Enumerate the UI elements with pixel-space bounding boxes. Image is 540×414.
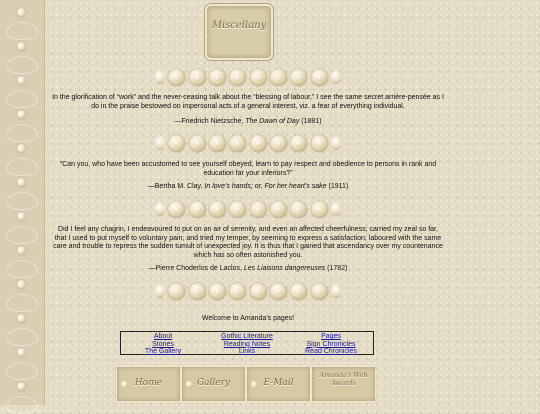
nav-column (289, 333, 373, 356)
quote-attribution (52, 183, 444, 190)
quote-attribution (52, 118, 444, 125)
quote-work: Les Liaisons dangereuses (243, 265, 326, 272)
pearl-ornament (270, 135, 287, 152)
quote-year: (1782) (325, 265, 348, 272)
quote-author: —Pierre Choderlos de Laclos, (148, 265, 244, 272)
quote-author: —Friedrich Nietzsche, (174, 118, 246, 125)
nav-column (205, 333, 289, 356)
pearl-ornament (155, 202, 165, 216)
pearl-ornament (168, 135, 185, 152)
pearl-ornament (17, 314, 26, 323)
gallery-button-label: Gallery (196, 378, 231, 388)
pearl-ornament (17, 76, 26, 85)
pearl-ornament (155, 70, 165, 84)
quote-attribution (52, 265, 444, 272)
pearl-ornament (250, 283, 267, 300)
site-nav-table (120, 331, 374, 355)
pearl-ornament (290, 69, 307, 86)
swirl-ornament (6, 328, 38, 346)
pearl-ornament (250, 135, 267, 152)
pearl-ornament (229, 135, 246, 152)
pearl-ornament (311, 69, 328, 86)
footer-button-bar (116, 366, 378, 402)
email-button-label: E-Mail (263, 378, 294, 388)
swirl-ornament (6, 22, 38, 40)
pearl-ornament (270, 69, 287, 86)
swirl-ornament (6, 56, 38, 74)
pearl-ornament (189, 69, 206, 86)
pearl-ornament (17, 382, 26, 391)
pearl-ornament (290, 283, 307, 300)
pearl-ornament (189, 135, 206, 152)
nav-link-read-chronicles[interactable]: Read Chronicles (305, 348, 357, 356)
pearl-ornament (155, 136, 165, 150)
pearl-ornament (17, 212, 26, 221)
pearl-ornament (229, 283, 246, 300)
pearl-ornament (331, 202, 341, 216)
home-button-label: Home (134, 378, 163, 388)
pearl-ornament (17, 8, 26, 17)
swirl-ornament (6, 124, 38, 142)
pearl-ornament (270, 201, 287, 218)
quote-text: Did I feel any chagrin, I endeavoured to put on an air of serenity, and even an affected cheerfulness; carried my zeal so far, that I used to put myself to voluntary pain; and tried my temper, by seeming to express a satisfaction; laboured with the same care and trouble to repress the sudden tumult of unexpected joy. It is thus that I gained that ascendancy over my countenance which has so often astonished you. (53, 226, 443, 259)
web-awards-button[interactable] (311, 366, 376, 402)
quote-work: In love's hands; or, For her heart's sake (204, 183, 327, 190)
pearl-ornament (209, 69, 226, 86)
quote-author: —Bertha M. Clay, (147, 183, 205, 190)
swirl-ornament (6, 294, 38, 312)
quote-text: In the glorification of “work” and the never-ceasing talk about the “blessing of labour,” I see the same secret arrière-pensée as I do in the praise bestowed on impersonal acts of a general interest, viz. a fear of everything individual. (52, 94, 444, 110)
swirl-ornament (6, 362, 38, 380)
nav-link-pages[interactable]: Pages (321, 333, 341, 340)
quote-year: (1911) (326, 183, 349, 190)
pearl-ornament (17, 144, 26, 153)
pearl-ornament (209, 201, 226, 218)
pearl-ornament (229, 69, 246, 86)
gallery-button[interactable] (181, 366, 246, 402)
page-title-plaque (205, 4, 273, 60)
pearl-ornament (331, 136, 341, 150)
nav-link-reading-notes[interactable]: Reading Notes (223, 340, 271, 348)
pearl-ornament (17, 280, 26, 289)
pearl-ornament (250, 201, 267, 218)
quote-text: “Can you, who have been accustomed to see yourself obeyed, learn to pay respect and obedience to persons in rank and education far your inferiors?” (59, 161, 437, 177)
pearl-ornament (17, 110, 26, 119)
swirl-ornament (6, 90, 38, 108)
nav-link-about[interactable]: About (153, 333, 173, 340)
pearl-ornament (290, 135, 307, 152)
quote-work: The Dawn of Day (245, 118, 300, 125)
pearl-divider (155, 66, 341, 88)
pearl-ornament (331, 284, 341, 298)
pearl-ornament (168, 201, 185, 218)
ornamental-left-border (0, 0, 45, 405)
pearl-ornament (189, 201, 206, 218)
pearl-ornament (311, 201, 328, 218)
swirl-ornament (6, 396, 38, 414)
nav-link-sign-chronicles[interactable]: Sign Chronicles (306, 340, 356, 348)
swirl-ornament (6, 226, 38, 244)
pearl-ornament (250, 69, 267, 86)
pearl-ornament (189, 283, 206, 300)
nav-link-stories[interactable]: Stories (152, 340, 174, 348)
pearl-ornament (290, 201, 307, 218)
swirl-ornament (6, 158, 38, 176)
pearl-ornament (17, 42, 26, 51)
pearl-ornament (17, 178, 26, 187)
nav-link-gallery[interactable]: The Gallery (144, 348, 182, 356)
email-button[interactable] (246, 366, 311, 402)
pearl-ornament (229, 201, 246, 218)
pearl-ornament (168, 283, 185, 300)
quote-year: (1881) (299, 118, 322, 125)
nav-link-gothic-literature[interactable]: Gothic Literature (221, 333, 273, 340)
page-title: Miscellany (211, 20, 267, 31)
pearl-ornament (331, 70, 341, 84)
swirl-ornament (6, 260, 38, 278)
pearl-divider (155, 132, 341, 154)
swirl-ornament (6, 192, 38, 210)
pearl-ornament (311, 283, 328, 300)
pearl-ornament (209, 135, 226, 152)
pearl-ornament (17, 348, 26, 357)
pearl-ornament (270, 283, 287, 300)
nav-link-links[interactable]: Links (238, 348, 256, 356)
pearl-ornament (168, 69, 185, 86)
nav-column (121, 333, 205, 356)
pearl-ornament (17, 246, 26, 255)
web-awards-button-label: Amanda's Web Awards (319, 371, 368, 387)
home-button[interactable] (116, 366, 181, 402)
pearl-ornament (209, 283, 226, 300)
pearl-ornament (155, 284, 165, 298)
pearl-divider (155, 280, 341, 302)
pearl-divider (155, 198, 341, 220)
welcome-text: Welcome to Amanda's pages! (201, 315, 295, 322)
pearl-ornament (311, 135, 328, 152)
